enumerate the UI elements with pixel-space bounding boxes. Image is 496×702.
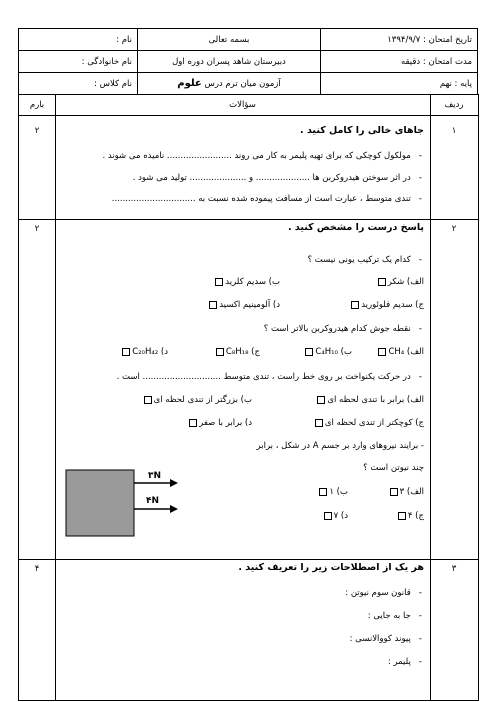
q2-sub1: - کدام یک ترکیب یونی نیست ؟ [307, 255, 422, 265]
q2-s3-opt-b[interactable]: ب) بزرگتر از تندی لحظه ای [142, 394, 252, 406]
q2-s4-opt-c[interactable]: ج) ۴ [396, 510, 424, 522]
basmala: بسمه تعالی [138, 29, 321, 51]
q3-title: هر یک از اصطلاحات زیر را تعریف کنید . [238, 562, 424, 573]
q1-item-3: - تندی متوسط ، عبارت است از مسافت پیموده شده نسبت به ............................... [111, 194, 422, 204]
checkbox[interactable] [315, 419, 323, 427]
q2-s3-opt-c[interactable]: ج) کوچکتر از تندی لحظه ای [313, 417, 424, 429]
exam-header [18, 28, 478, 95]
class-label: نام کلاس : [19, 73, 138, 95]
exam-subject: علوم [177, 78, 202, 89]
checkbox[interactable] [324, 512, 332, 520]
q2-s2-opt-b[interactable]: ب) C₄H₁₀ [303, 346, 352, 358]
q3-item-4: - پلیمر : [387, 657, 422, 667]
q3-number: ۳ [451, 564, 457, 574]
q2-s4-opt-b[interactable]: ب) ۱ [317, 486, 348, 498]
q1-title: جاهای خالی را کامل کنید . [300, 125, 424, 136]
q1-item-2: - در اثر سوختن هیدروکربن ها .................... و ..................... تولید می شود . [132, 173, 422, 183]
col-questions-header: سؤالات [229, 100, 256, 110]
q2-sub4-line2: چند نیوتن است ؟ [363, 463, 424, 473]
arrowhead [170, 479, 178, 487]
q1-item-1: - مولکول کوچکی که برای تهیه پلیمر به کار می روند ........................ نامیده می شوند . [102, 151, 422, 161]
checkbox[interactable] [189, 419, 197, 427]
checkbox[interactable] [351, 301, 359, 309]
force-diagram [58, 465, 198, 537]
q2-s1-opt-a[interactable]: الف) شکر [376, 276, 424, 288]
exam-page [18, 28, 478, 700]
q2-sub2: - نقطه جوش کدام هیدروکربن بالاتر است ؟ [263, 324, 422, 334]
force-label-top: ۳N [148, 471, 162, 481]
q3-score: ۴ [34, 564, 40, 574]
col-score-header: بارم [29, 100, 45, 110]
q2-title: پاسخ درست را مشخص کنید . [287, 222, 424, 233]
family-label: نام خانوادگی : [19, 51, 138, 73]
col-row-header: ردیف [444, 100, 464, 110]
q2-s3-opt-d[interactable]: د) برابر با صفر [187, 417, 252, 429]
checkbox[interactable] [216, 348, 224, 356]
q3-item-2: - جا به جایی : [367, 611, 422, 621]
name-label: نام : [19, 29, 138, 51]
q2-s1-opt-d[interactable]: د) آلومینیم اکسید [207, 299, 280, 311]
checkbox[interactable] [122, 348, 130, 356]
q3-item-1: - قانون سوم نیوتن : [345, 588, 422, 598]
exam-grade: پایه : نهم [321, 73, 478, 95]
arrowhead [170, 505, 178, 513]
checkbox[interactable] [319, 488, 327, 496]
exam-title: آزمون میان ترم درس علوم [138, 73, 321, 95]
q3-item-3: - پیوند کووالانسی : [349, 634, 422, 644]
q2-s4-opt-d[interactable]: د) ۷ [322, 510, 348, 522]
q2-s2-opt-c[interactable]: ج) C₈H₁₈ [214, 346, 260, 358]
force-label-bottom: ۴N [146, 496, 160, 506]
exam-duration: مدت امتحان : دقیقه [321, 51, 478, 73]
checkbox[interactable] [144, 396, 152, 404]
checkbox[interactable] [378, 348, 386, 356]
checkbox[interactable] [317, 396, 325, 404]
q2-sub4-line1: - برایند نیروهای وارد بر جسم A در شکل ، برابر [256, 441, 424, 451]
block-a [66, 470, 134, 536]
checkbox[interactable] [209, 301, 217, 309]
exam-date: تاریخ امتحان : ۱۳۹۴/۹/۷ [321, 29, 478, 51]
checkbox[interactable] [398, 512, 406, 520]
school-name: دبیرستان شاهد پسران دوره اول [138, 51, 321, 73]
checkbox[interactable] [215, 278, 223, 286]
q2-s2-opt-d[interactable]: د) C₂₀H₄₂ [120, 346, 168, 358]
q2-s1-opt-c[interactable]: ج) سدیم فلوئورید [349, 299, 424, 311]
checkbox[interactable] [390, 488, 398, 496]
q2-number: ۲ [451, 224, 457, 234]
q1-number: ۱ [451, 126, 457, 136]
q2-s3-opt-a[interactable]: الف) برابر با تندی لحظه ای [315, 394, 424, 406]
q2-score: ۲ [34, 224, 40, 234]
q1-score: ۲ [34, 126, 40, 136]
q2-sub3: - در حرکت یکنواخت بر روی خط راست ، تندی متوسط ............................. است . [116, 372, 422, 382]
q2-s2-opt-a[interactable]: الف) CH₄ [376, 346, 424, 358]
checkbox[interactable] [378, 278, 386, 286]
checkbox[interactable] [305, 348, 313, 356]
q2-s4-opt-a[interactable]: الف) ۳ [388, 486, 424, 498]
q2-s1-opt-b[interactable]: ب) سدیم کلرید [213, 276, 280, 288]
